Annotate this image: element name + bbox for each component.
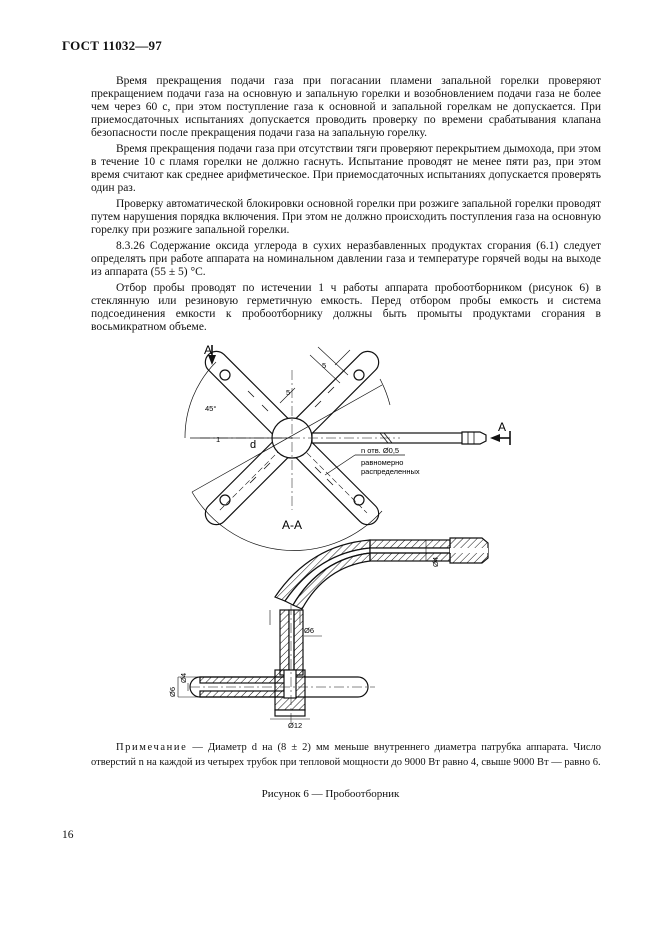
section-mark-a-right: A — [498, 420, 507, 434]
probe-top-view — [185, 345, 510, 550]
page-number: 16 — [62, 829, 74, 841]
number-1-label: 1 — [216, 435, 221, 444]
dim-d4-outlet-label: Ø4 — [431, 556, 440, 567]
dim-d6-top-label: Ø6 — [304, 626, 315, 635]
dim-d4-left-label: Ø4 — [179, 672, 188, 683]
dim-5-inner-label: 5 — [286, 388, 291, 397]
hole-note-line2: равномерно — [361, 458, 404, 467]
hole-note-line3: распределенных — [361, 467, 420, 476]
probe-drawing — [150, 335, 530, 735]
paragraph: Отбор пробы проводят по истечении 1 ч работы аппарата пробоотборником (рисунок 6) в стеклянную или резиновую герметичную емкость. Перед отбором пробы емкость и система подсоединения емкости к пробоотборнику должны быть промыты продуктами сгорания в восьмикратном объеме. — [91, 282, 601, 333]
dim-d6-left-label: Ø6 — [168, 686, 177, 697]
d-dimension-label: d — [250, 439, 257, 451]
figure-sampling-probe — [150, 335, 530, 735]
hole-note-line1: n отв. Ø0,5 — [361, 446, 400, 455]
note-text: — Диаметр d на (8 ± 2) мм меньше внутреннего диаметра патрубка аппарата. Число отверстий n на каждой из четырех трубок при тепловой мощности до 9000 Вт равно 4, свыше 9000 Вт — равно 6. — [91, 742, 601, 768]
body-text — [91, 75, 601, 337]
document-header: ГОСТ 11032—97 — [62, 38, 162, 53]
dim-5-top-label: 5 — [322, 361, 327, 370]
probe-section-view — [178, 538, 488, 725]
paragraph: 8.3.26 Содержание оксида углерода в сухих неразбавленных продуктах сгорания (6.1) следует определять при работе аппарата на номинальном давлении газа и температуре горячей воды на выходе из аппарата (55 ± 5) °С. — [91, 240, 601, 278]
angle-label: 45° — [205, 404, 217, 413]
note-label: Примечание — [116, 742, 188, 753]
paragraph: Время прекращения подачи газа при отсутствии тяги проверяют перекрытием дымохода, при этом в течение 10 с пламя горелки не должно гаснуть. Испытание проводят не менее пяти раз, при этом время считают как среднее арифметическое. При приемосдаточных испытаниях допускается проверять один раз. — [91, 143, 601, 194]
dim-d12-label: Ø12 — [288, 721, 303, 730]
section-title: A-A — [282, 518, 303, 532]
paragraph: Время прекращения подачи газа при погасании пламени запальной горелки проверяют прекращением подачи газа на основную и запальную горелки и возобновлением подачи газа не более чем через 60 с, при этом поступление газа к основной и запальной горелкам не допускается. При приемосдаточных испытаниях допускается проводить проверку по времени срабатывания клапана безопасности после прекращения подачи газа на запальную горелку. — [91, 75, 601, 139]
section-mark-a-top: A — [204, 343, 213, 357]
paragraph: Проверку автоматической блокировки основной горелки при розжиге запальной горелки проводят путем нарушения порядка включения. При этом не должно происходить поступления газа на основную горелку при розжиге запальной горелки. — [91, 198, 601, 236]
figure-note — [91, 740, 601, 770]
figure-caption: Рисунок 6 — Пробоотборник — [261, 788, 400, 800]
